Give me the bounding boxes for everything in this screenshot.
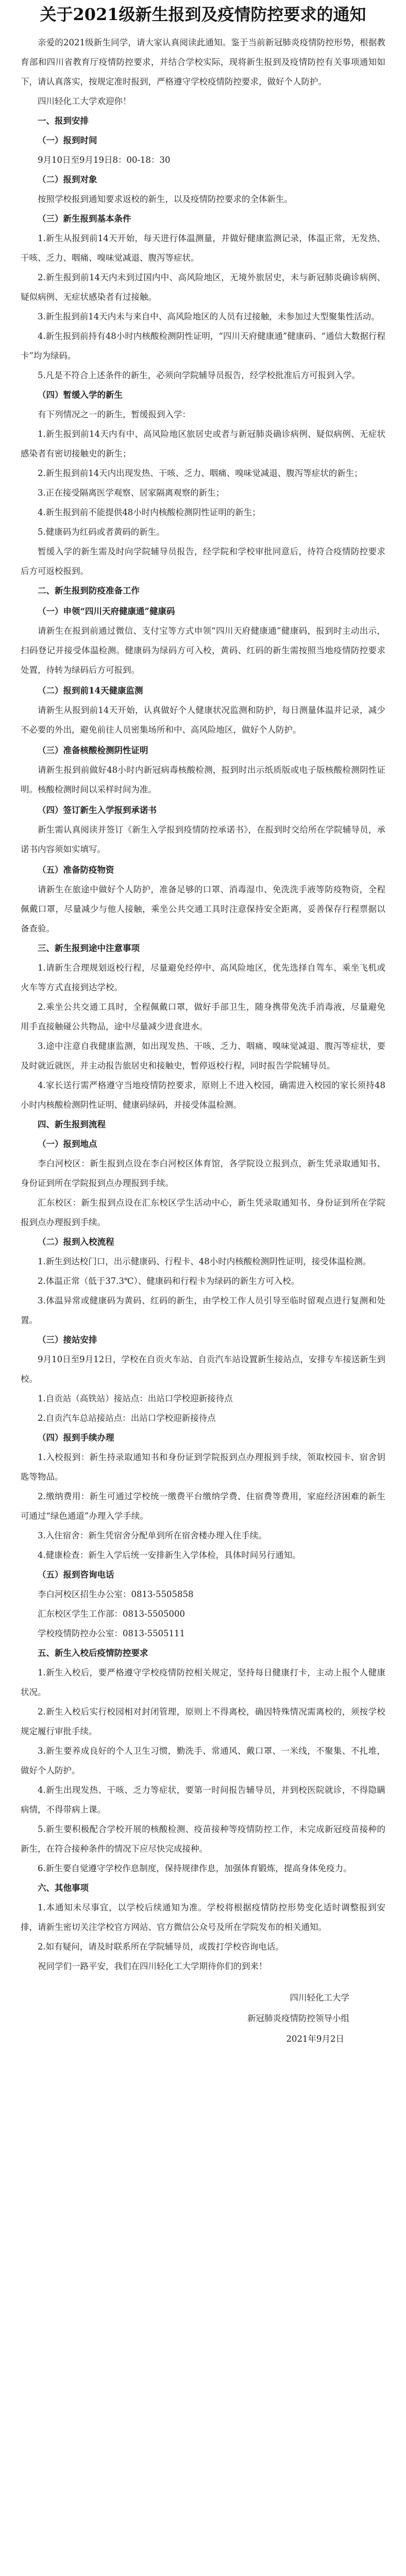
signature-org: 新冠肺炎疫情防控领导小组	[247, 2013, 349, 2023]
signature-date: 2021年9月2日	[286, 2034, 344, 2044]
welcome-line: 四川轻化工大学欢迎你！	[38, 96, 131, 106]
section-heading-preparation: 二、新生报到防疫准备工作	[38, 586, 140, 596]
step-item: 3.入住宿舍：新生凭宿舍分配单到所在宿舍楼办理入住手续。	[38, 1531, 267, 1540]
step-item: 1.入校报到：新生持录取通知书和身份证到学院报到点办理报到手续，领取校园卡、宿舍钥匙等物品。	[21, 1452, 385, 1482]
condition-item: 4.新生报到前持有48小时内核酸检测阴性证明，“四川天府健康通”健康码、“通信大数据行程卡”均为绿码。	[21, 331, 385, 361]
travel-item: 1.请新生合理规划返校行程，尽量避免经停中、高风险地区，优先选择自驾车、乘坐飞机或火车等方式直接到达学校。	[21, 963, 385, 992]
section-heading-travel: 三、新生报到途中注意事项	[38, 943, 140, 953]
section-heading-campus-rules: 五、新生入校后疫情防控要求	[38, 1648, 148, 1658]
subheading-target: （二）报到对象	[38, 175, 97, 184]
prep-heading: （三）准备核酸检测阴性证明	[38, 745, 148, 755]
notice-title: 关于2021级新生报到及疫情防控要求的通知	[40, 5, 366, 24]
prep-text: 请新生报到前做好48小时内新冠病毒核酸检测，报到时出示纸质版或电子版核酸检测阴性证明。核酸检测时间以采样时间为准。	[21, 765, 385, 794]
entry-item: 1.新生到达校门口，出示健康码、行程卡、48小时内核酸检测阴性证明，接受体温检测。	[38, 1257, 371, 1266]
rule-item: 3.新生要养成良好的个人卫生习惯，勤洗手、常通风、戴口罩、一米线，不聚集、不扎堆，做好个人防护。	[21, 1746, 385, 1775]
prep-heading: （四）签订新生入学报到承诺书	[38, 805, 157, 815]
prep-heading: （五）准备防疫物资	[38, 865, 114, 875]
subheading-campus: （一）报到地点	[38, 1139, 97, 1149]
delayed-item: 4.新生报到前不能提供48小时内核酸检测阴性证明的新生；	[38, 507, 261, 517]
prep-text: 请新生在报到前通过微信、支付宝等方式申领“四川天府健康通”健康码，报到时主动出示，扫码登记并接受体温检测。健康码为绿码方可入校，黄码、红码的新生需按照当地疫情防控要求处置，待转为绿码后方可报到。	[21, 626, 385, 675]
signature-org: 四川轻化工大学	[290, 1993, 349, 2003]
travel-item: 4.家长送行需严格遵守当地疫情防控要求，原则上不进入校园，确需进入校园的家长须持48小时内核酸检测阴性证明、健康码绿码，并接受体温检测。	[21, 1080, 385, 1110]
signature-block	[21, 1988, 385, 2049]
delayed-item: 1.新生报到前14天内有中、高风险地区旅居史或者与新冠肺炎确诊病例、疑似病例、无症状感染者有密切接触史的新生；	[21, 429, 385, 459]
campus-item: 李白河校区：新生报到点设在李白河校区体育馆，各学院设立报到点，新生凭录取通知书、身份证到所在学院报到点办理报到手续。	[21, 1159, 385, 1188]
contact-item: 学校疫情防控办公室：0813-5505111	[38, 1629, 185, 1638]
entry-item: 2.体温正常（低于37.3℃）、健康码和行程卡为绿码的新生方可入校。	[38, 1276, 300, 1286]
entry-item: 3.体温异常或健康码为黄码、红码的新生，由学校工作人员引导至临时留观点进行复测和处置。	[21, 1296, 385, 1325]
rule-item: 6.新生要自觉遵守学校作息制度，保持规律作息，加强体育锻炼，提高身体免疫力。	[38, 1863, 352, 1873]
prep-text: 新生需认真阅读并签订《新生入学报到疫情防控承诺书》，在报到时交给所在学院辅导员，承诺书内容须如实填写。	[21, 825, 385, 854]
campus-item: 汇东校区：新生报到点设在汇东校区学生活动中心，新生凭录取通知书、身份证到所在学院报到点办理报到手续。	[21, 1198, 385, 1227]
travel-item: 3.途中注意自我健康监测，如出现发热、干咳、乏力、咽痛、嗅味觉减退、腹泻等症状，要及时就近就医，并主动报告旅居史和接触史，暂停返校行程，同时报告学院辅导员。	[21, 1041, 385, 1071]
report-time: 9月10日至9月19日8：00-18：30	[38, 155, 171, 165]
rule-item: 2.新生入校后实行校园相对封闭管理，原则上不得离校，确因特殊情况需离校的，须按学校规定履行审批手续。	[21, 1707, 385, 1736]
prep-text: 请新生从报到前14天开始，认真做好个人健康状况监测和防护，每日测量体温并记录，减少不必要的外出，避免前往人员密集场所和中、高风险地区，做好个人防护。	[21, 705, 385, 735]
closing-line: 祝同学们一路平安，我们在四川轻化工大学期待你们的到来！	[38, 1961, 267, 1971]
prep-text: 请新生在旅途中做好个人防护，准备足够的口罩、消毒湿巾、免洗洗手液等防疫物资，全程佩戴口罩，尽量减少与他人接触，乘坐公共交通工具时注意保持安全距离，妥善保存行程票据以备查验。	[21, 885, 385, 934]
delayed-item: 3.正在接受隔离医学观察、居家隔离观察的新生；	[38, 488, 225, 498]
report-target: 按照学校报到通知要求返校的新生，以及疫情防控要求的全体新生。	[38, 194, 293, 204]
delayed-item: 5.健康码为红码或者黄码的新生。	[38, 527, 165, 537]
section-heading-other: 六、其他事项	[38, 1883, 89, 1893]
other-item: 1.本通知未尽事宜，以学校后续通知为准。学校将根据疫情防控形势变化适时调整报到安排，请新生密切关注学校官方网站、官方微信公众号及所在学院发布的相关通知。	[21, 1903, 385, 1932]
other-item: 2.如有疑问，请及时联系所在学院辅导员，或拨打学校咨询电话。	[38, 1942, 284, 1952]
arrival-item: 1.自贡站（高铁站）接站点：出站口学校迎新接待点	[38, 1394, 233, 1403]
condition-item: 3.新生报到前14天内未与来自中、高风险地区的人员有过接触，未参加过大型聚集性活动。	[38, 312, 380, 321]
prep-heading: （一）申领“四川天府健康通”健康码	[38, 606, 175, 616]
rule-item: 1.新生入校后，要严格遵守学校疫情防控相关规定，坚持每日健康打卡，主动上报个人健康状况。	[21, 1668, 385, 1697]
subheading-arrival: （三）接站安排	[38, 1335, 97, 1345]
condition-item: 1.新生从报到前14天开始，每天进行体温测量，并做好健康监测记录，体温正常，无发热、干咳、乏力、咽痛、嗅味觉减退、腹泻等症状。	[21, 233, 385, 263]
subheading-delayed: （四）暂缓入学的新生	[38, 390, 123, 400]
step-item: 4.健康检查：新生入学后统一安排新生入学体检，具体时间另行通知。	[38, 1550, 301, 1560]
delayed-note: 暂缓入学的新生需及时向学院辅导员报告，经学院和学校审批同意后，待符合疫情防控要求后方可返校报到。	[21, 547, 385, 576]
contact-item: 汇东校区学生工作部：0813-5505000	[38, 1609, 185, 1619]
subheading-contacts: （五）报到咨询电话	[38, 1570, 114, 1580]
condition-item: 5.凡是不符合上述条件的新生，必须向学院辅导员报告，经学校批准后方可报到入学。	[38, 370, 361, 380]
delayed-intro: 有下列情况之一的新生，暂缓报到入学：	[38, 410, 191, 419]
subheading-conditions: （三）新生报到基本条件	[38, 214, 131, 224]
subheading-time: （一）报到时间	[38, 135, 97, 145]
section-heading-process: 四、新生报到流程	[38, 1120, 106, 1129]
intro-paragraph: 亲爱的2021级新生同学，请大家认真阅读此通知。鉴于当前新冠肺炎疫情防控形势，根据教育部和四川省教育厅疫情防控要求，并结合学校实际，现将新生报到及疫情防控有关事项通知如下，请认真落实，按规定准时报到，严格遵守学校疫情防控要求，做好个人防护。	[21, 38, 385, 87]
arrival-item: 2.自贡汽车总站接站点：出站口学校迎新接待点	[38, 1413, 216, 1423]
step-item: 2.缴纳费用：新生可通过学校统一缴费平台缴纳学费、住宿费等费用，家庭经济困难的新生可通过“绿色通道”办理入学手续。	[21, 1492, 385, 1521]
subheading-steps: （四）报到手续办理	[38, 1433, 114, 1443]
section-heading-arrangement: 一、报到安排	[38, 116, 89, 126]
rule-item: 4.新生出现发热、干咳、乏力等症状，要第一时间报告辅导员，并到校医院就诊，不得隐瞒病情，不得带病上课。	[21, 1785, 385, 1815]
rule-item: 5.新生要积极配合学校开展的核酸检测、疫苗接种等疫情防控工作，未完成新冠疫苗接种的新生，在符合接种条件的情况下应尽快完成接种。	[21, 1824, 385, 1854]
subheading-entry: （二）报到入校流程	[38, 1237, 114, 1247]
arrival-intro: 9月10日至9月12日，学校在自贡火车站、自贡汽车站设置新生接站点，安排专车接送新生到校。	[21, 1354, 385, 1384]
travel-item: 2.乘坐公共交通工具时，全程佩戴口罩，做好手部卫生，随身携带免洗手消毒液，尽量避免用手直接触碰公共物品，途中尽量减少进食进水。	[21, 1002, 385, 1031]
delayed-item: 2.新生报到前14天内出现发热、干咳、乏力、咽痛、嗅味觉减退、腹泻等症状的新生；	[38, 468, 363, 478]
prep-heading: （二）报到前14天健康监测	[38, 686, 143, 696]
condition-item: 2.新生报到前14天内未到过国内中、高风险地区，无境外旅居史，未与新冠肺炎确诊病例、疑似病例、无症状感染者有过接触。	[21, 273, 385, 302]
contact-item: 李白河校区招生办公室：0813-5505858	[38, 1589, 194, 1599]
